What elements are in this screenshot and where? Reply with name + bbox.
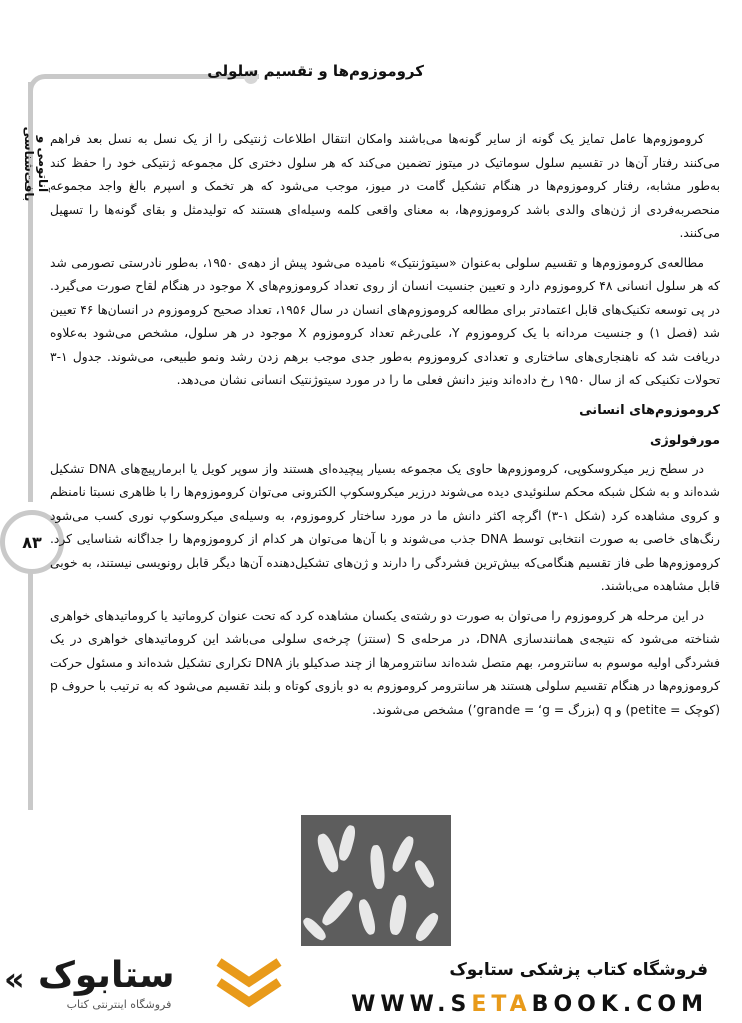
store-logo-subtitle: فروشگاه اینترنتی کتاب (66, 998, 172, 1011)
section-heading: کروموزوم‌های انسانی (579, 402, 720, 418)
store-name: فروشگاه کتاب پزشکی ستابوک (449, 960, 708, 980)
chromosome-micrograph (301, 815, 451, 950)
url-part-2: BOOK.COM (531, 992, 708, 1017)
store-url[interactable] (351, 992, 708, 1017)
url-part-highlight: ETA (471, 992, 532, 1017)
paragraph-2: مطالعه‌ی کروموزوم‌ها و تقسیم سلولی به‌عنوان «سیتوژنتیک» نامیده می‌شود پیش از دهه‌ی ۱۹۵۰، به‌طور نادرستی تصورمی شد که هر سلول انسانی ۴۸ کروموزوم دارد و تعیین جنسیت انسان از روی تعداد کروموزوم‌های X موجود در هنگام لقاح صورت می‌گیرد. در پی توسعه تکنیک‌های قابل اعتمادتر برای مطالعه کروموزوم‌های انسان در سال ۱۹۵۶، تعداد صحیح کروموزوم در انسان‌ها ۴۶ تعیین شد (فصل ۱) و جنسیت مردانه با یک کروموزوم Y، علی‌رغم تعداد کروموزوم X موجود در هر سلول، مشخص می‌شود به‌علاوه دریافت شد که ناهنجاری‌های ساختاری و تعدادی کروموزوم به‌طور جدی موجب برهم زدن رشد ونمو طبیعی، می‌شوند. جدول ۱-۳ تحولات تکنیکی که از سال ۱۹۵۰ رخ داده‌اند ونیز دانش فعلی ما را در مورد سیتوژنتیک انسانی نشان می‌دهد. (50, 255, 720, 387)
url-part-1: WWW.S (351, 992, 472, 1017)
page-number: ۸۳ (22, 532, 42, 552)
main-content (50, 128, 720, 728)
paragraph-1: کروموزوم‌ها عامل تمایز یک گونه از سایر گونه‌ها می‌باشند وامکان انتقال اطلاعات ژنتیکی را از یک نسل به نسل بعد فراهم می‌کنند رفتار آن‌ها در تقسیم سلول سوماتیک در میتوز تضمین می‌کند که هر سلول دختری کل مجموعه ژنتیکی خود را حفظ کند به‌طور مشابه، رفتار کروموزوم‌ها در هنگام تشکیل گامت در میوز، موجب می‌شود که هر تخمک و اسپرم بالغ واجد مجموعه منحصربه‌فردی از ژن‌های والدی باشد کروموزوم‌ها، به معنای واقعی کلمه وسیله‌ای هستند که تولیدمثل و بقای گونه‌ها را تسهیل می‌کنند. (50, 132, 720, 240)
frame-side-border-lower (28, 560, 33, 810)
store-logo-text: ستابوک (38, 955, 175, 996)
side-running-title: آناتومی و بافت‌شناسی (22, 126, 50, 202)
chapter-title: کروموزوم‌ها و تقسیم سلولی (207, 62, 424, 80)
paragraph-4: در این مرحله هر کروموزوم را می‌توان به صورت دو رشته‌ی یکسان مشاهده کرد که تحت عنوان کروماتید یا کروماتیدهای خواهری شناخته می‌شود که نتیجه‌ی همانندسازی DNA، در مرحله‌ی S (سنتز) چرخه‌ی سلولی می‌باشد این کروماتیدهای خواهری در یک فشردگی اولیه موسوم به سانترومر، بهم متصل شده‌اند سانترومرها از چند صدکیلو باز DNA تکراری تشکیل شده‌اند و مسئول حرکت کروموزوم‌ها در هنگام تقسیم سلولی هستند هر سانترومر کروموزوم به دو بازوی کوتاه و بلند تقسیم می‌شود که به ترتیب با حروف p (کوچک = petite) و q (بزرگ = grande = ‘g’) مشخص می‌شوند. (50, 608, 721, 717)
logo-arrows-icon: « (4, 960, 25, 998)
store-logo-chevron-icon (214, 952, 284, 1012)
paragraph-3: در سطح زیر میکروسکوپی، کروموزوم‌ها حاوی یک مجموعه بسیار پیچیده‌ای هستند واز سوپر کویل یا ابرمارپیچ‌های DNA تشکیل شده‌اند و به شکل شبکه محکم سلنوئیدی دیده می‌شوند درزیر میکروسکوپ الکترونی می‌توان کروموزوم‌ها را با ظاهری نسبتا نامنظم و کروی مشاهده کرد (شکل ۱-۳) اگرچه اکثر دانش ما در مورد ساختار کروموزوم، به وسیله‌ی میکروسکوپ نوری کسب می‌شود رنگ‌های خاصی به صورت انتخابی توسط DNA جذب می‌شوند و با آن‌ها می‌توان هر کدام از کروموزوم‌ها را جداگانه شناسایی کرد. کروموزوم‌ها طی فاز تقسیم هنگامی‌که بیش‌ترین فشردگی را دارند و ژن‌های تشکیل‌دهنده آن‌ها دیگر قابل رونویسی نیستند، به خوبی قابل مشاهده می‌باشند. (50, 461, 720, 593)
subsection-heading: مورفولوژی (650, 432, 720, 447)
